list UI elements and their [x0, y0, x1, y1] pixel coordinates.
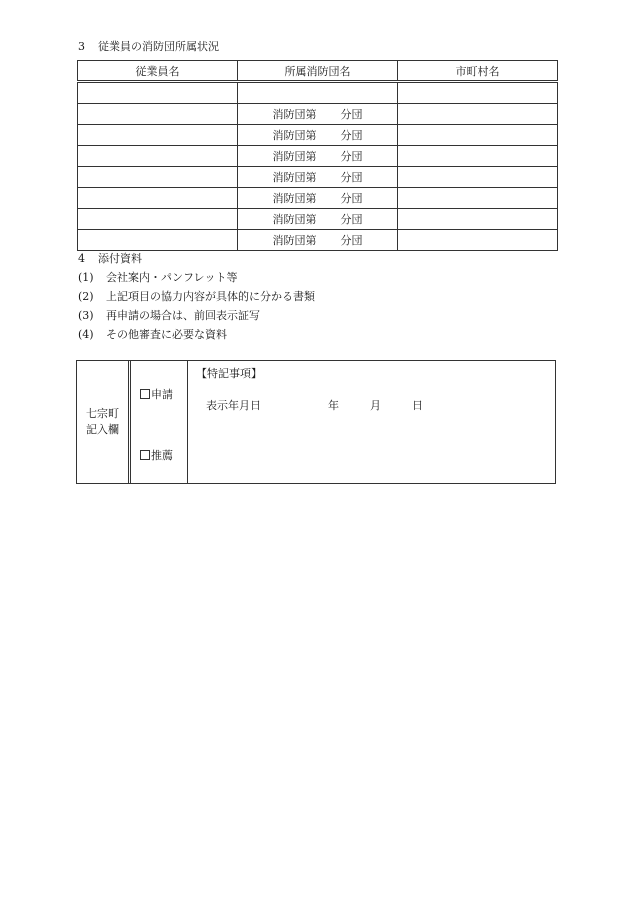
city-cell[interactable]: [398, 188, 558, 209]
section-4-number: 4: [78, 252, 85, 265]
brigade-cell[interactable]: [238, 82, 398, 104]
display-date-label: 表示年月日: [206, 399, 261, 412]
brigade-suffix: 分団: [340, 171, 363, 184]
list-item-text: 会社案内・パンフレット等: [106, 271, 238, 284]
section-4-title-text: 添付資料: [98, 252, 142, 265]
section-3-number: 3: [78, 40, 85, 53]
recommend-checkbox[interactable]: [140, 447, 173, 463]
brigade-prefix: 消防団第: [272, 213, 317, 226]
table-row: [78, 230, 558, 251]
city-cell[interactable]: [398, 104, 558, 125]
table-row: [78, 82, 558, 104]
apply-checkbox[interactable]: [140, 386, 173, 402]
brigade-prefix: 消防団第: [272, 150, 317, 163]
brigade-suffix: 分団: [340, 192, 363, 205]
brigade-suffix: 分団: [340, 150, 363, 163]
employee-name-cell[interactable]: [78, 146, 238, 167]
employee-name-cell[interactable]: [78, 167, 238, 188]
brigade-cell[interactable]: [238, 230, 398, 251]
entry-box-label: [77, 361, 131, 483]
table-row: [78, 188, 558, 209]
city-cell[interactable]: [398, 125, 558, 146]
brigade-cell[interactable]: [238, 167, 398, 188]
table-row: [78, 146, 558, 167]
list-item: [78, 268, 315, 287]
apply-checkbox-label: 申請: [151, 388, 173, 401]
list-item: [78, 287, 315, 306]
employee-name-cell[interactable]: [78, 104, 238, 125]
display-date-line: [206, 397, 423, 413]
entry-box-label-line2: 記入欄: [86, 423, 119, 436]
recommend-checkbox-label: 推薦: [151, 449, 173, 462]
brigade-suffix: 分団: [340, 129, 363, 142]
checkbox-square-icon: [140, 389, 150, 399]
notes-title: 【特記事項】: [196, 367, 262, 380]
list-item-text: 再申請の場合は、前回表示証写: [106, 309, 260, 322]
list-item-text: 上記項目の協力内容が具体的に分かる書類: [106, 290, 315, 303]
city-cell[interactable]: [398, 167, 558, 188]
day-label: 日: [412, 399, 423, 412]
table-row: [78, 167, 558, 188]
employee-fire-brigade-table: [77, 60, 558, 251]
employee-name-cell[interactable]: [78, 125, 238, 146]
list-item-text: その他審査に必要な資料: [106, 328, 227, 341]
brigade-prefix: 消防団第: [272, 129, 317, 142]
entry-box-checks: [131, 361, 188, 483]
brigade-prefix: 消防団第: [272, 108, 317, 121]
city-cell[interactable]: [398, 146, 558, 167]
employee-name-cell[interactable]: [78, 82, 238, 104]
city-cell[interactable]: [398, 209, 558, 230]
list-item-number: (2): [78, 290, 94, 303]
list-item: [78, 325, 315, 344]
entry-box-label-line1: 七宗町: [86, 407, 119, 420]
attachment-list: [78, 268, 315, 344]
city-cell[interactable]: [398, 230, 558, 251]
brigade-cell[interactable]: [238, 125, 398, 146]
header-employee-name: 従業員名: [78, 61, 238, 82]
header-brigade-name: 所属消防団名: [238, 61, 398, 82]
employee-name-cell[interactable]: [78, 209, 238, 230]
year-label: 年: [328, 399, 339, 412]
brigade-cell[interactable]: [238, 104, 398, 125]
brigade-suffix: 分団: [340, 213, 363, 226]
month-label: 月: [370, 399, 381, 412]
table-row: [78, 125, 558, 146]
brigade-suffix: 分団: [340, 234, 363, 247]
checkbox-square-icon: [140, 450, 150, 460]
section-3-title-text: 従業員の消防団所属状況: [98, 40, 219, 53]
town-entry-box: [76, 360, 556, 484]
entry-box-notes[interactable]: [188, 361, 555, 483]
section-4-title: [78, 250, 142, 266]
brigade-prefix: 消防団第: [272, 171, 317, 184]
list-item: [78, 306, 315, 325]
city-cell[interactable]: [398, 82, 558, 104]
brigade-prefix: 消防団第: [272, 192, 317, 205]
table-row: [78, 209, 558, 230]
list-item-number: (4): [78, 328, 94, 341]
list-item-number: (3): [78, 309, 94, 322]
table-header-row: [78, 61, 558, 82]
list-item-number: (1): [78, 271, 94, 284]
brigade-cell[interactable]: [238, 146, 398, 167]
brigade-cell[interactable]: [238, 209, 398, 230]
header-city-name: 市町村名: [398, 61, 558, 82]
brigade-cell[interactable]: [238, 188, 398, 209]
brigade-prefix: 消防団第: [272, 234, 317, 247]
employee-name-cell[interactable]: [78, 188, 238, 209]
table-row: [78, 104, 558, 125]
brigade-suffix: 分団: [340, 108, 363, 121]
employee-name-cell[interactable]: [78, 230, 238, 251]
section-3-title: [78, 38, 219, 54]
